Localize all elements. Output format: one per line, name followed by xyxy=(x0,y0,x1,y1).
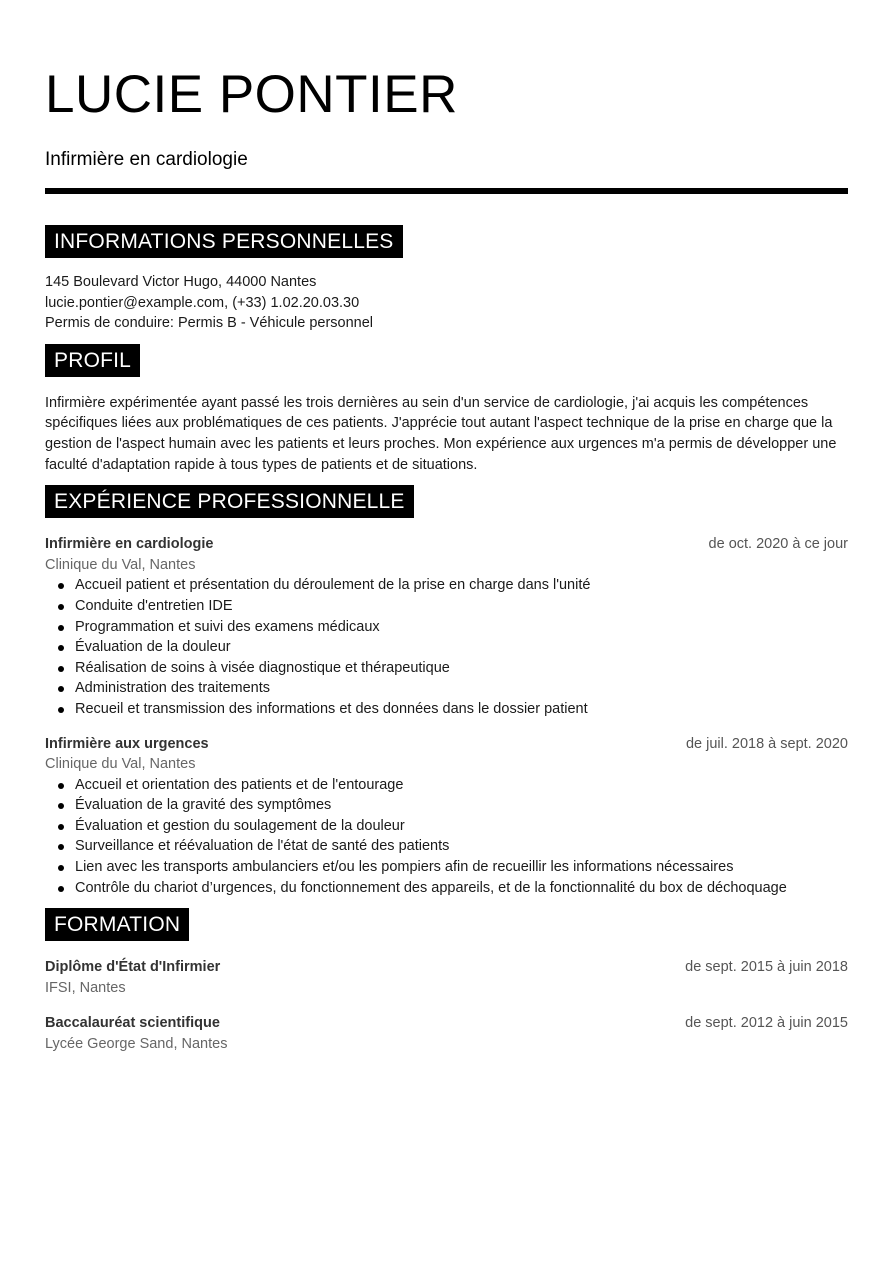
section-heading-experience: EXPÉRIENCE PROFESSIONNELLE xyxy=(45,485,414,518)
task-item: Recueil et transmission des informations et des données dans le dossier patient xyxy=(45,699,848,720)
task-item: Évaluation et gestion du soulagement de la douleur xyxy=(45,816,848,837)
education-item xyxy=(45,1013,848,1054)
experience-title: Infirmière aux urgences xyxy=(45,735,209,752)
address: 145 Boulevard Victor Hugo, 44000 Nantes xyxy=(45,274,317,290)
driving-license: Permis de conduire: Permis B - Véhicule personnel xyxy=(45,315,374,332)
task-item: Administration des traitements xyxy=(45,678,848,699)
education-list xyxy=(45,957,848,1054)
education-item xyxy=(45,957,848,998)
experience-title: Infirmière en cardiologie xyxy=(45,536,214,553)
task-item: Évaluation de la douleur xyxy=(45,637,848,658)
experience-list xyxy=(45,534,848,898)
profile-text: Infirmière expérimentée ayant passé les trois dernières au sein d'un service de cardiologie, j'ai acquis les compétences spécifiques liées aux problématiques de ces patients. J'apprécie tout autant l'aspect technique de la prise en charge que la gestion de l'aspect humain avec les patients et leurs proches. Mon expérience aux urgences m'a permis de développer une faculté d'adaptation rapide à tous types de patients et de situations. xyxy=(45,394,837,473)
section-heading-education: FORMATION xyxy=(45,908,189,941)
task-item: Surveillance et réévaluation de l'état de santé des patients xyxy=(45,836,848,857)
task-item: Lien avec les transports ambulanciers et/ou les pompiers afin de recueillir les informations nécessaires xyxy=(45,857,848,878)
task-item: Conduite d'entretien IDE xyxy=(45,596,848,617)
header-divider xyxy=(45,188,848,194)
experience-dates: de juil. 2018 à sept. 2020 xyxy=(685,735,848,752)
section-heading-profile: PROFIL xyxy=(45,344,140,377)
section-heading-personal: INFORMATIONS PERSONNELLES xyxy=(45,225,403,258)
experience-item xyxy=(45,534,848,719)
candidate-name: LUCIE PONTIER xyxy=(45,65,458,124)
resume-content xyxy=(45,225,848,1055)
school-name: Lycée George Sand, Nantes xyxy=(45,1036,228,1053)
task-list xyxy=(45,575,848,719)
task-item: Contrôle du chariot d’urgences, du fonctionnement des appareils, et de la fonctionnalité du box de déchoquage xyxy=(45,878,848,899)
task-item: Programmation et suivi des examens médicaux xyxy=(45,617,848,638)
degree-title: Diplôme d'État d'Infirmier xyxy=(45,959,221,976)
degree-title: Baccalauréat scientifique xyxy=(45,1015,220,1032)
experience-employer: Clinique du Val, Nantes xyxy=(45,756,196,773)
education-dates: de sept. 2015 à juin 2018 xyxy=(685,959,848,976)
school-name: IFSI, Nantes xyxy=(45,979,126,996)
experience-employer: Clinique du Val, Nantes xyxy=(45,556,196,573)
task-list xyxy=(45,775,848,899)
experience-dates: de oct. 2020 à ce jour xyxy=(708,536,848,553)
task-item: Accueil et orientation des patients et de l'entourage xyxy=(45,775,848,796)
personal-info xyxy=(45,272,848,334)
contact-line: lucie.pontier@example.com, (+33) 1.02.20.03.30 xyxy=(45,294,360,311)
task-item: Réalisation de soins à visée diagnostique et thérapeutique xyxy=(45,658,848,679)
job-title: Infirmière en cardiologie xyxy=(45,149,248,170)
task-item: Évaluation de la gravité des symptômes xyxy=(45,795,848,816)
task-item: Accueil patient et présentation du déroulement de la prise en charge dans l'unité xyxy=(45,575,848,596)
education-dates: de sept. 2012 à juin 2015 xyxy=(685,1015,848,1032)
experience-item xyxy=(45,734,848,899)
